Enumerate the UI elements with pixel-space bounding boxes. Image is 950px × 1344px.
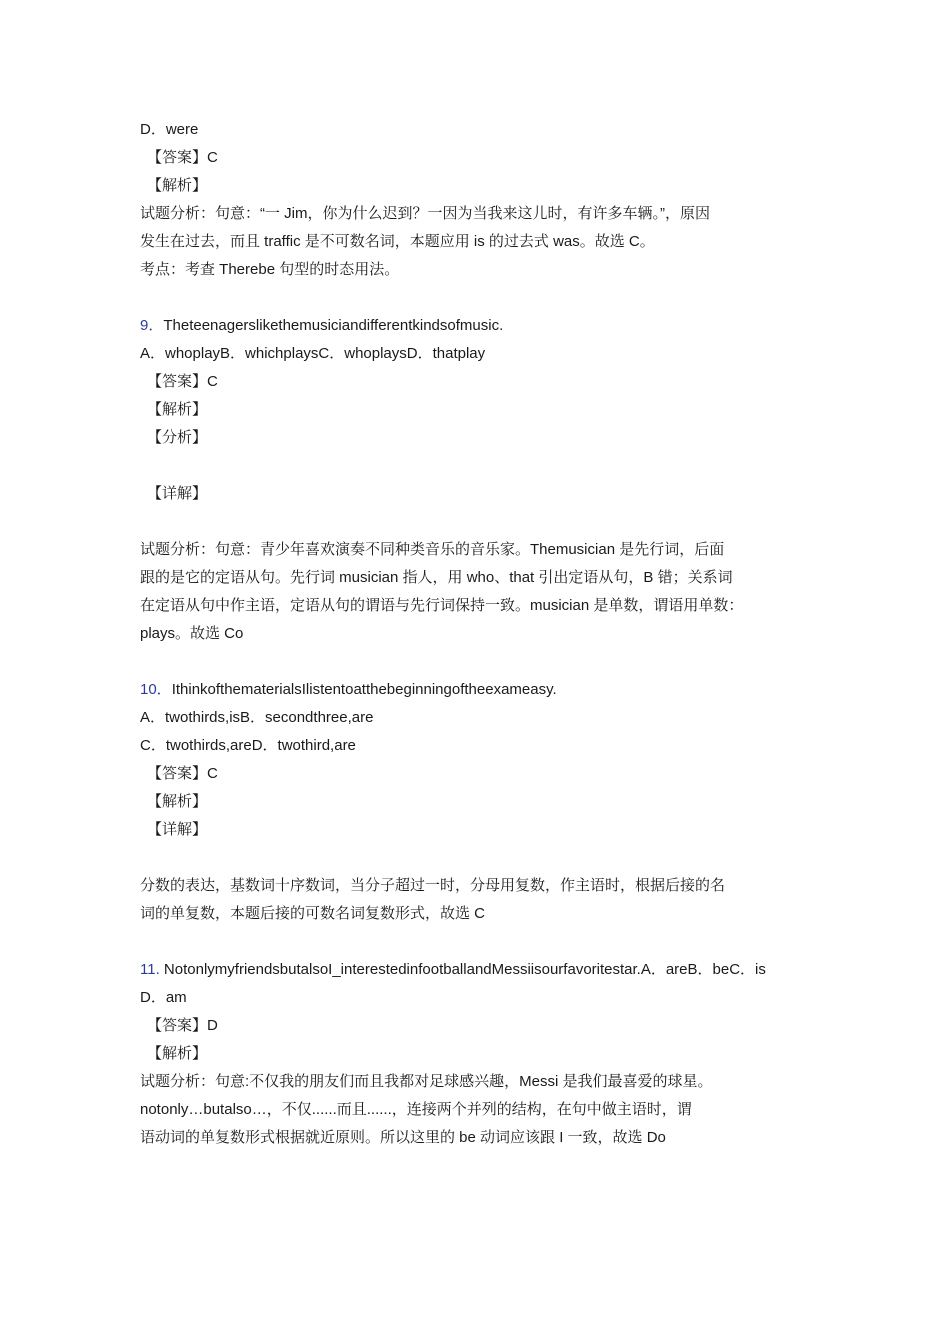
q10-detail-label: 【详解】	[147, 821, 208, 838]
q10-detail-line: 分数的表达，基数词十序数词，当分子超过一时，分母用复数，作主语时，根据后接的名	[140, 877, 726, 894]
q11-analysis-line: 语动词的单复数形式根据就近原则。所以这里的 be 动词应该跟 I 一致，故选 Do	[140, 1129, 666, 1146]
q9-detail-label: 【详解】	[147, 485, 208, 502]
document-page	[140, 116, 820, 1152]
q9-answer: 【答案】C	[147, 373, 218, 390]
q10-answer: 【答案】C	[147, 765, 218, 782]
q11-option-d: D．am	[140, 989, 187, 1006]
q11-number: 11.	[140, 961, 160, 978]
q10-options-line: A．twothirds,isB．secondthree,are	[140, 709, 374, 726]
q10-options-line: C．twothirds,areD．twothird,are	[140, 737, 356, 754]
q9-detail-line: 在定语从句中作主语，定语从句的谓语与先行词保持一致。musician 是单数，谓语用单数：	[140, 597, 744, 614]
q9-options: A．whoplayB．whichplaysC．whoplaysD．thatplay	[140, 345, 486, 362]
q11-analysis-label: 【解析】	[147, 1045, 208, 1062]
q8-option-d: D．were	[140, 121, 199, 138]
q10-detail-line: 词的单复数，本题后接的可数名词复数形式，故选 C	[140, 905, 486, 922]
q10-stem: IthinkofthematerialsIlistentoatthebeginningoftheexameasy.	[171, 681, 557, 698]
q9-analysis-label: 【解析】	[147, 401, 208, 418]
q11-analysis-line: notonly…butalso…，不仅......而且......，连接两个并列的结构，在句中做主语时，谓	[140, 1101, 692, 1118]
q9-detail-line: 跟的是它的定语从句。先行词 musician 指人，用 who、that 引出定语从句，B 错；关系词	[140, 569, 733, 586]
q8-analysis-line: 试题分析：句意：“一 Jim，你为什么迟到？一因为当我来这儿时，有许多车辆。”，原因	[140, 205, 710, 222]
q10-stem-line	[140, 676, 820, 704]
q9-detail-line: plays。故选 Co	[140, 625, 244, 642]
q10-number: 10．	[140, 681, 172, 698]
q8-analysis-line: 发生在过去，而且 traffic 是不可数名词，本题应用 is 的过去式 was。故选 C。	[140, 233, 655, 250]
q8-analysis-line: 考点：考查 Therebe 句型的时态用法。	[140, 261, 400, 278]
q8-answer: 【答案】C	[147, 149, 218, 166]
q9-stem-line	[140, 312, 820, 340]
q9-fenxi-label: 【分析】	[147, 429, 208, 446]
q10-analysis-label: 【解析】	[147, 793, 208, 810]
q11-stem-line	[140, 956, 820, 984]
q9-detail-line: 试题分析：句意：青少年喜欢演奏不同种类音乐的音乐家。Themusician 是先行词，后面	[140, 541, 725, 558]
q11-stem: NotonlymyfriendsbutalsoI_interestedinfootballandMessiisourfavoritestar.A．areB．beC．is	[163, 961, 766, 978]
q8-analysis-label: 【解析】	[147, 177, 208, 194]
q9-stem: Theteenagerslikethemusiciandifferentkindsofmusic.	[163, 317, 504, 334]
q11-analysis-line: 试题分析：句意:不仅我的朋友们而且我都对足球感兴趣，Messi 是我们最喜爱的球星。	[140, 1073, 713, 1090]
q9-number: 9．	[140, 317, 164, 334]
q11-answer: 【答案】D	[147, 1017, 218, 1034]
